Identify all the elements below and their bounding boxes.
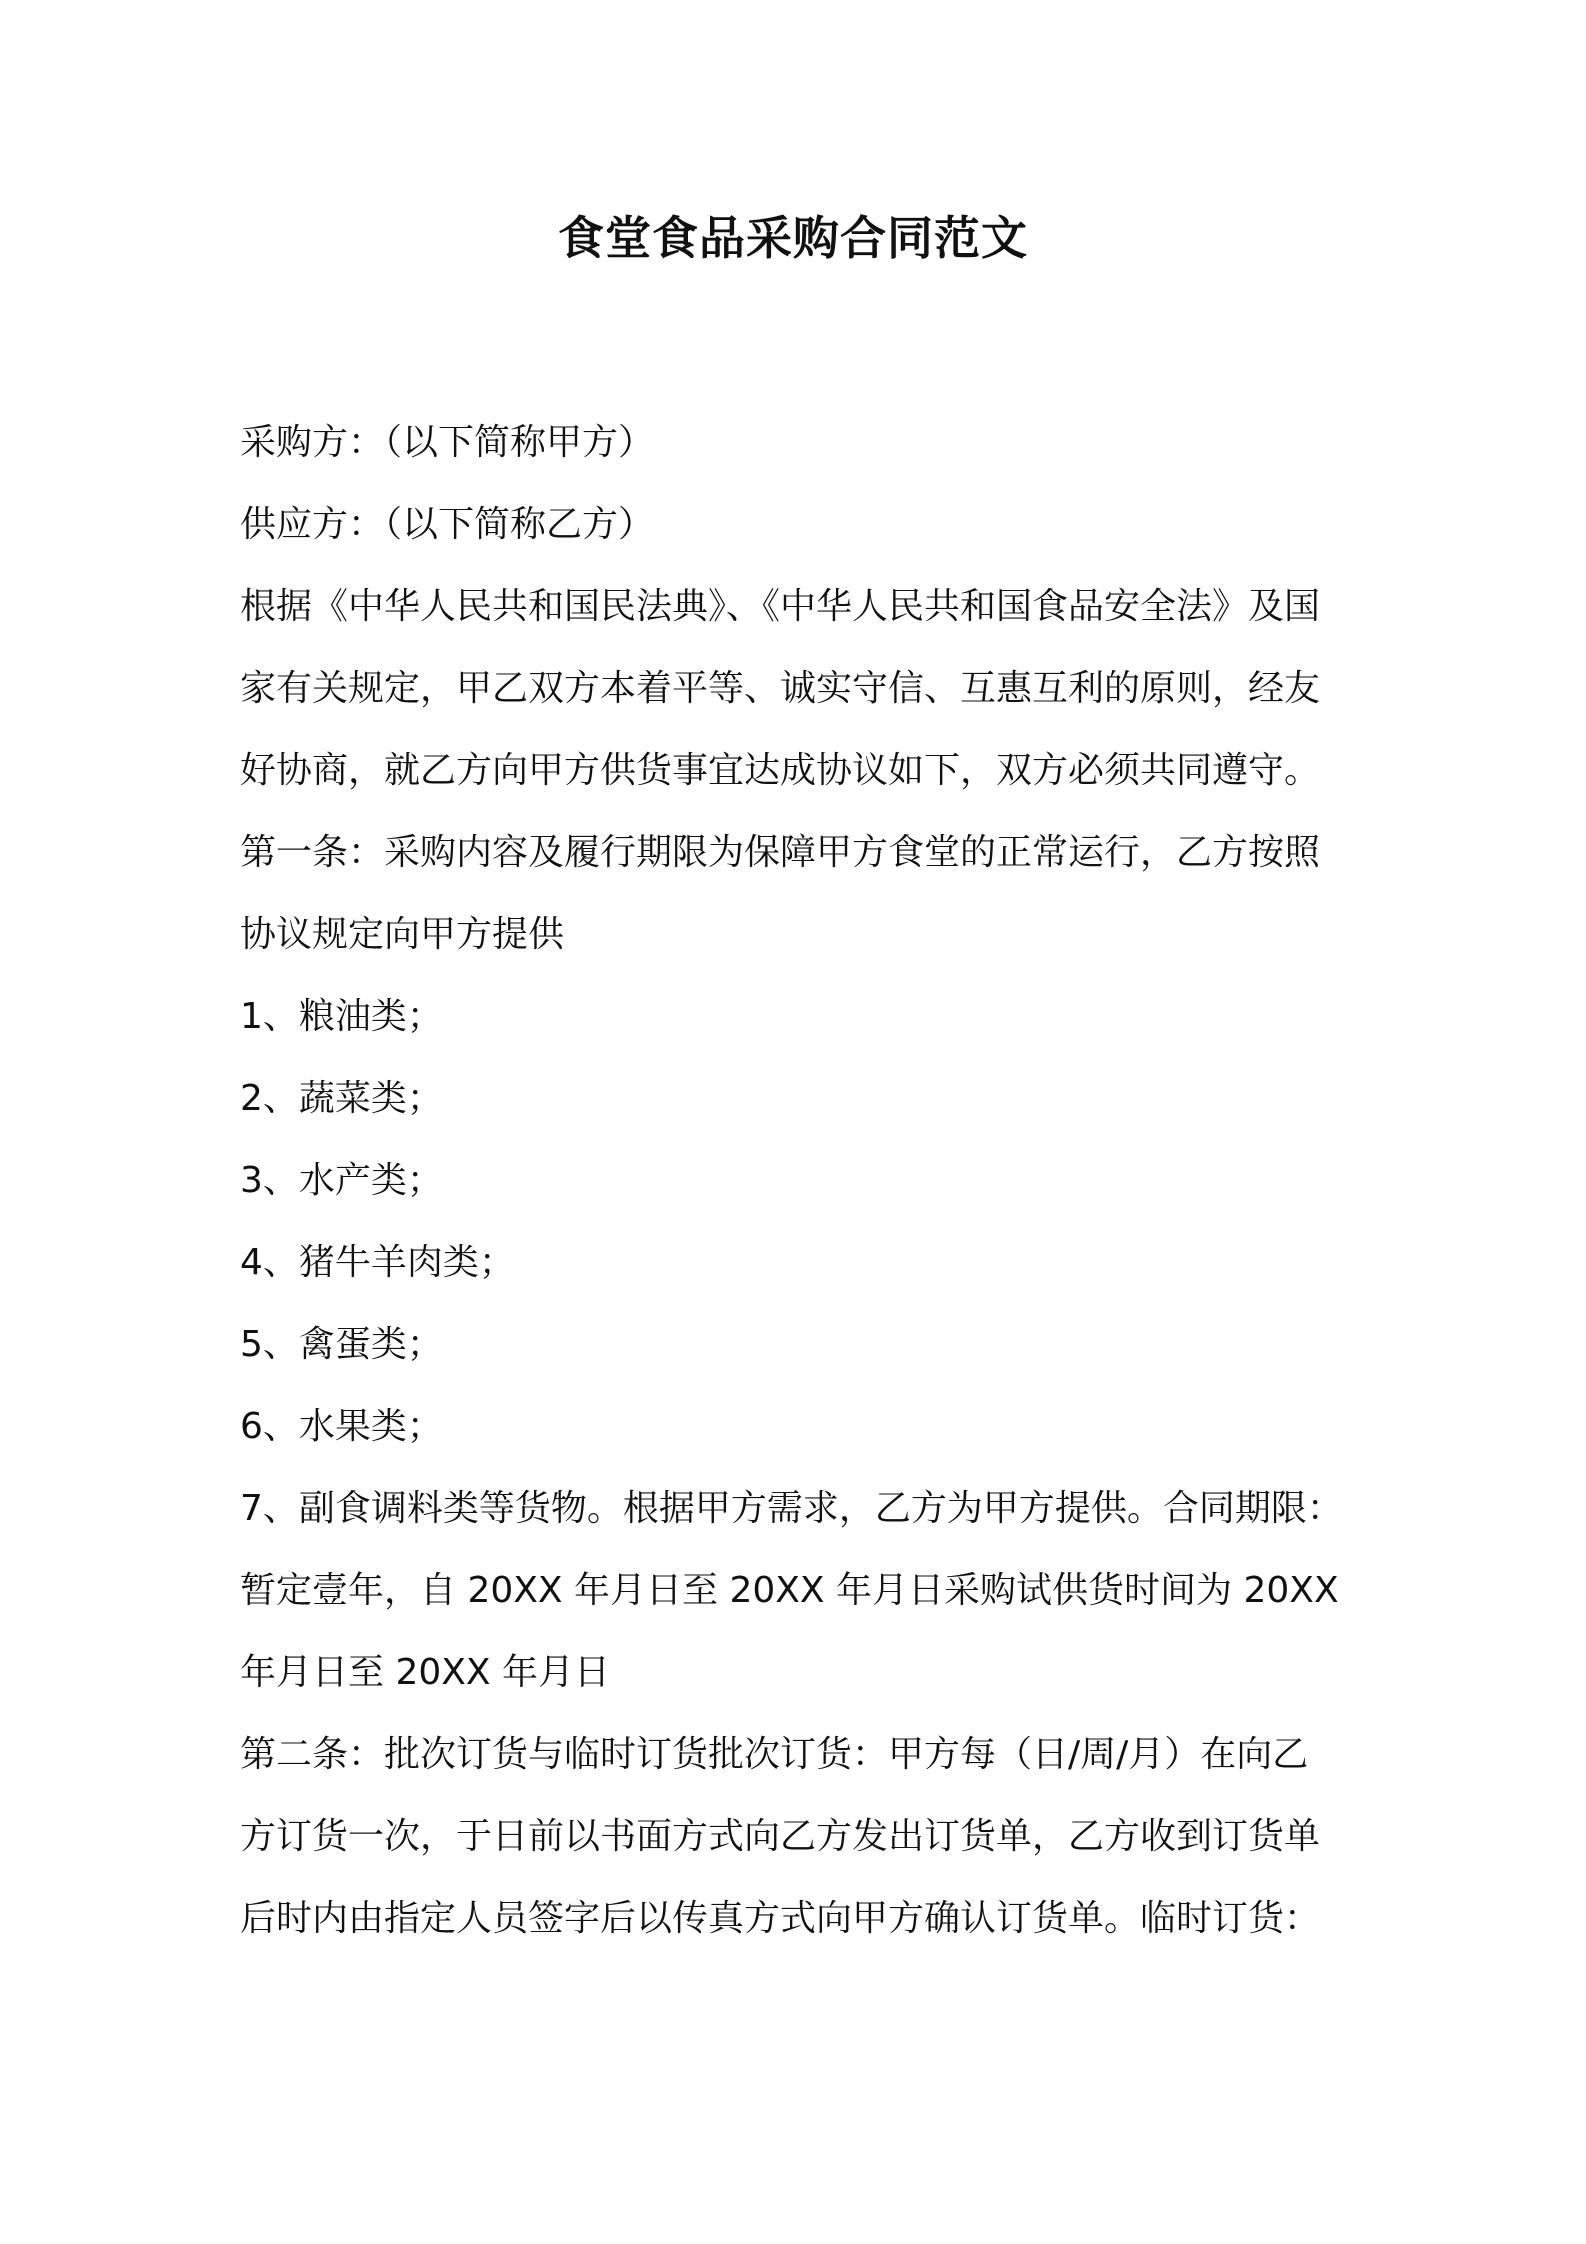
article-two-line: 第二条：批次订货与临时订货批次订货：甲方每（日/周/月）在向乙 [240,1734,1309,1775]
article-one-line: 协议规定向甲方提供 [240,914,565,955]
preamble-line: 好协商，就乙方向甲方供货事宜达成协议如下，双方必须共同遵守。 [240,750,1321,791]
document-body [240,402,1370,1960]
list-item: 2、蔬菜类； [240,1078,443,1119]
list-item: 7、副食调料类等货物。根据甲方需求，乙方为甲方提供。合同期限： [240,1488,1343,1529]
contract-term-line: 暂定壹年，自 20XX 年月日至 20XX 年月日采购试供货时间为 20XX [240,1570,1339,1611]
list-item: 4、猪牛羊肉类； [240,1242,515,1283]
article-two-line: 后时内由指定人员签字后以传真方式向甲方确认订货单。临时订货： [240,1898,1321,1939]
list-item: 1、粮油类； [240,996,443,1037]
list-item: 5、禽蛋类； [240,1324,443,1365]
list-item: 6、水果类； [240,1406,443,1447]
document-title: 食堂食品采购合同范文 [558,211,1028,265]
article-one-line: 第一条：采购内容及履行期限为保障甲方食堂的正常运行，乙方按照 [240,832,1321,873]
list-item: 3、水产类； [240,1160,443,1201]
supplier-line: 供应方：（以下简称乙方） [240,504,655,545]
contract-term-line: 年月日至 20XX 年月日 [240,1652,611,1693]
purchaser-line: 采购方：（以下简称甲方） [240,422,655,463]
preamble-line: 家有关规定，甲乙双方本着平等、诚实守信、互惠互利的原则，经友 [240,668,1321,709]
article-two-line: 方订货一次，于日前以书面方式向乙方发出订货单，乙方收到订货单 [240,1816,1321,1857]
preamble-line: 根据《中华人民共和国民法典》、《中华人民共和国食品安全法》及国 [240,586,1321,627]
